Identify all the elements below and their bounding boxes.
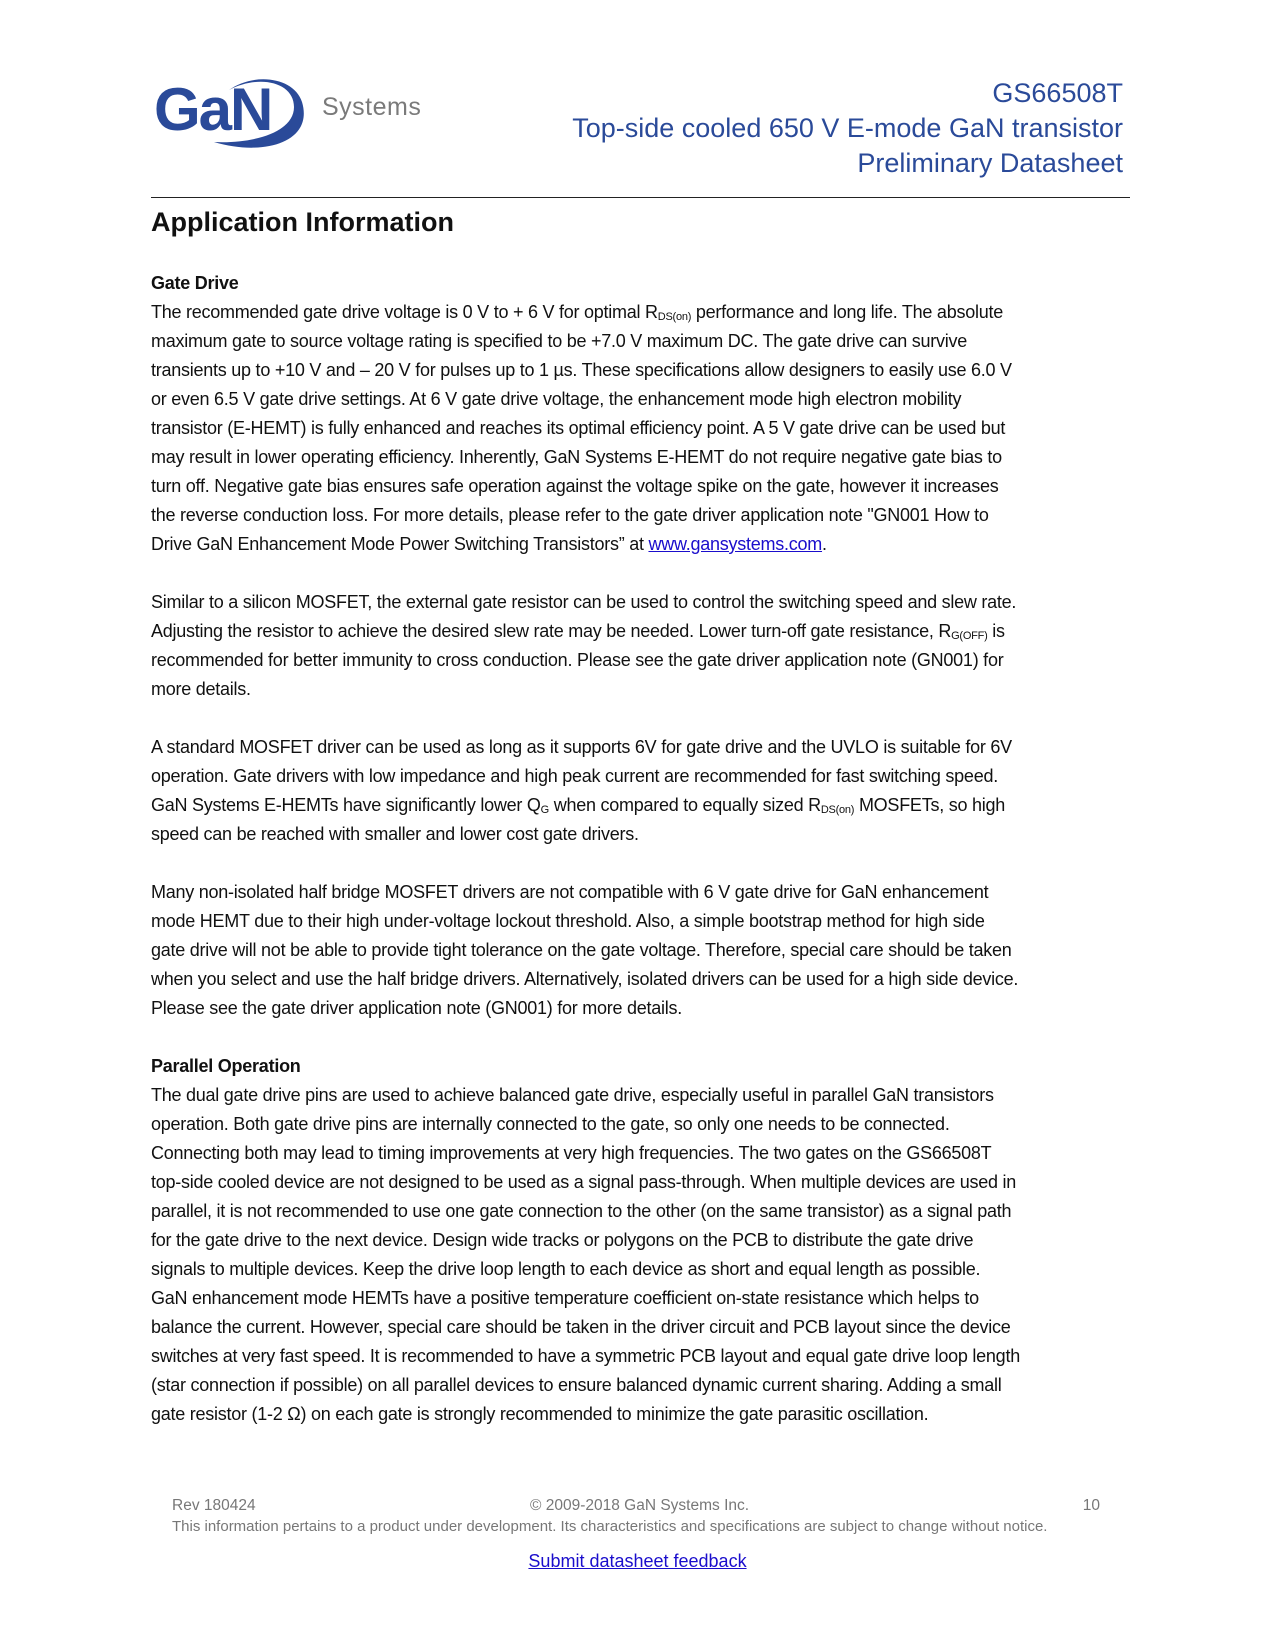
document-title-block: [572, 76, 1123, 181]
text-line: [151, 791, 1131, 820]
text-segment: Drive GaN Enhancement Mode Power Switching Transistors” at: [151, 534, 649, 554]
text-line: recommended for better immunity to cross conduction. Please see the gate driver application note (GN001) for: [151, 650, 1004, 670]
paragraph: [151, 733, 1131, 849]
text-line: when you select and use the half bridge drivers. Alternatively, isolated drivers can be used for a high side device.: [151, 969, 1019, 989]
text-line: for the gate drive to the next device. Design wide tracks or polygons on the PCB to distribute the gate drive: [151, 1230, 974, 1250]
text-line: (star connection if possible) on all parallel devices to ensure balanced dynamic current sharing. Adding a small: [151, 1375, 1002, 1395]
text-line: turn off. Negative gate bias ensures safe operation against the voltage spike on the gate, however it increases: [151, 476, 999, 496]
footer-notice: This information pertains to a product under development. Its characteristics and specifications are subject to change without notice.: [172, 1518, 1048, 1535]
text-line: balance the current. However, special care should be taken in the driver circuit and PCB layout since the device: [151, 1317, 1011, 1337]
footer-info: [172, 1497, 1100, 1517]
document-body: [151, 269, 1131, 1458]
text-line: mode HEMT due to their high under-voltage lockout threshold. Also, a simple bootstrap method for high side: [151, 911, 985, 931]
text-segment: performance and long life. The absolute: [691, 302, 1003, 322]
text-line: A standard MOSFET driver can be used as long as it supports 6V for gate drive and the UVLO is suitable for 6V: [151, 737, 1012, 757]
paragraph: [151, 878, 1131, 1023]
feedback-section: [0, 1551, 1275, 1572]
subscript: DS(on): [820, 804, 855, 816]
text-line: [151, 617, 1131, 646]
text-line: or even 6.5 V gate drive settings. At 6 V gate drive voltage, the enhancement mode high electron mobility: [151, 389, 962, 409]
paragraph: [151, 1081, 1131, 1429]
page-number: 10: [1082, 1497, 1100, 1514]
part-number: GS66508T: [992, 78, 1123, 108]
website-link[interactable]: www.gansystems.com: [648, 534, 823, 554]
document-type: Preliminary Datasheet: [857, 148, 1123, 178]
svg-text:GaN: GaN: [154, 76, 272, 143]
text-line: more details.: [151, 679, 251, 699]
text-line: may result in lower operating efficiency. Inherently, GaN Systems E-HEMT do not require negative gate bias to: [151, 447, 1002, 467]
text-line: gate resistor (1-2 Ω) on each gate is strongly recommended to minimize the gate parasitic oscillation.: [151, 1404, 929, 1424]
text-line: transients up to +10 V and – 20 V for pulses up to 1 µs. These specifications allow designers to easily use 6.0 V: [151, 360, 1012, 380]
text-line: operation. Both gate drive pins are internally connected to the gate, so only one needs to be connected.: [151, 1114, 950, 1134]
text-line: [151, 298, 1131, 327]
text-segment: is: [987, 621, 1005, 641]
section-heading: Gate Drive: [151, 273, 239, 293]
feedback-link[interactable]: Submit datasheet feedback: [528, 1551, 747, 1571]
text-line: Connecting both may lead to timing improvements at very high frequencies. The two gates on the GS66508T: [151, 1143, 992, 1163]
text-line: gate drive will not be able to provide tight tolerance on the gate voltage. Therefore, special care should be taken: [151, 940, 1012, 960]
text-segment: Adjusting the resistor to achieve the desired slew rate may be needed. Lower turn-off gate resistance, R: [151, 621, 952, 641]
text-line: GaN enhancement mode HEMTs have a positive temperature coefficient on-state resistance which helps to: [151, 1288, 979, 1308]
text-line: Many non-isolated half bridge MOSFET drivers are not compatible with 6 V gate drive for GaN enhancement: [151, 882, 989, 902]
text-segment: MOSFETs, so high: [854, 795, 1005, 815]
text-line: parallel, it is not recommended to use one gate connection to the other (on the same transistor) as a signal path: [151, 1201, 1012, 1221]
text-line: Please see the gate driver application note (GN001) for more details.: [151, 998, 683, 1018]
logo-wordmark: Systems: [322, 93, 422, 121]
text-segment: when compared to equally sized R: [548, 795, 821, 815]
subscript: DS(on): [657, 311, 692, 323]
header-divider: [151, 197, 1130, 198]
text-line: Similar to a silicon MOSFET, the external gate resistor can be used to control the switching speed and slew rate.: [151, 592, 1017, 612]
document-subtitle: Top-side cooled 650 V E-mode GaN transistor: [572, 113, 1123, 143]
subscript: G(OFF): [951, 630, 988, 642]
paragraph: [151, 588, 1131, 704]
text-line: top-side cooled device are not designed to be used as a signal pass-through. When multiple devices are used in: [151, 1172, 1017, 1192]
text-line: signals to multiple devices. Keep the drive loop length to each device as short and equal length as possible.: [151, 1259, 981, 1279]
text-segment: .: [822, 534, 827, 554]
section-heading: Parallel Operation: [151, 1056, 301, 1076]
paragraph: [151, 298, 1131, 559]
text-line: operation. Gate drivers with low impedance and high peak current are recommended for fast switching speed.: [151, 766, 998, 786]
text-line: [151, 530, 1131, 559]
text-line: transistor (E-HEMT) is fully enhanced and reaches its optimal efficiency point. A 5 V gate drive can be used but: [151, 418, 1006, 438]
text-segment: The recommended gate drive voltage is 0 V to + 6 V for optimal R: [151, 302, 658, 322]
subscript: G: [540, 804, 549, 816]
text-line: the reverse conduction loss. For more details, please refer to the gate driver application note "GN001 How to: [151, 505, 989, 525]
revision: Rev 180424: [172, 1497, 256, 1514]
text-line: The dual gate drive pins are used to achieve balanced gate drive, especially useful in parallel GaN transistors: [151, 1085, 994, 1105]
text-line: maximum gate to source voltage rating is specified to be +7.0 V maximum DC. The gate drive can survive: [151, 331, 968, 351]
text-line: switches at very fast speed. It is recommended to have a symmetric PCB layout and equal gate drive loop length: [151, 1346, 1020, 1366]
text-line: speed can be reached with smaller and lower cost gate drivers.: [151, 824, 639, 844]
page-title: Application Information: [151, 207, 454, 237]
copyright: © 2009-2018 GaN Systems Inc.: [530, 1497, 750, 1514]
text-segment: GaN Systems E-HEMTs have significantly lower Q: [151, 795, 541, 815]
